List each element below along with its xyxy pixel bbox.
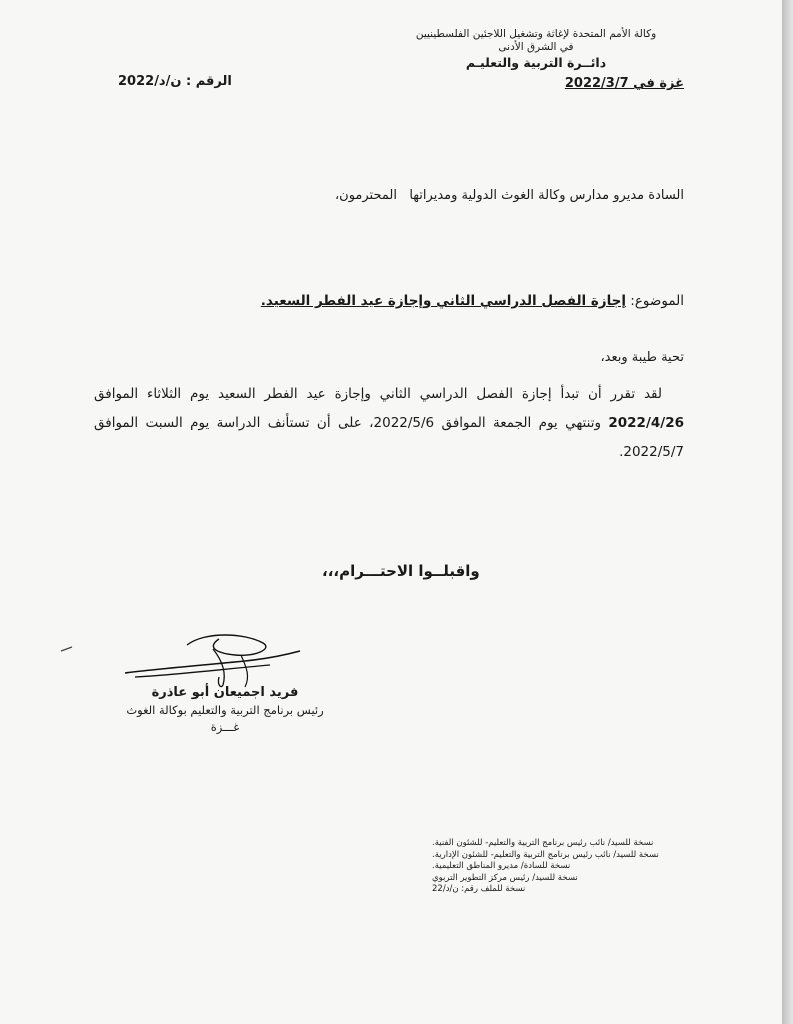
copy-line: نسخة للسادة/ مديرو المناطق التعليمية.	[432, 861, 571, 871]
org-region-line: في الشرق الأدنى	[498, 41, 574, 53]
page-edge-shadow	[782, 0, 793, 1024]
signatory-block	[100, 684, 350, 736]
subject-line	[261, 293, 684, 309]
greeting-line: تحية طيبة وبعد،	[600, 350, 684, 365]
body-part-1: لقد تقرر أن تبدأ إجازة الفصل الدراسي الثاني وإجازة عيد الفطر السعيد يوم الثلاثاء الموافق	[94, 386, 662, 402]
copy-line: نسخة للسيد/ نائب رئيس برنامج التربية والتعليم- للشئون الفنية.	[432, 838, 654, 848]
body-start-date: 2022/4/26	[608, 415, 684, 431]
signatory-name: فريد اجميعان أبو عاذرة	[151, 685, 299, 700]
subject-label: الموضوع:	[626, 293, 684, 309]
addressee-line: السادة مديرو مدارس وكالة الغوث الدولية ومديراتها المحترمون،	[334, 188, 684, 203]
reference-number: الرقم : ن/د/2022	[118, 74, 232, 89]
org-name-line: وكالة الأمم المتحدة لإغاثة وتشغيل اللاجئين الفلسطينيين	[415, 28, 657, 40]
copy-line: نسخة للسيد/ نائب رئيس برنامج التربية والتعليم- للشئون الإدارية.	[432, 849, 659, 860]
copy-line: نسخة للسيد/ رئيس مركز التطوير التربوي	[432, 872, 578, 883]
copies-list	[432, 838, 702, 896]
copy-line: نسخة للملف رقم: ن/د/22	[432, 884, 526, 894]
letterhead-organization	[386, 28, 686, 69]
subject-text: إجازة الفصل الدراسي الثاني وإجازة عيد الفطر السعيد.	[260, 293, 627, 309]
department-name: دائــرة التربية والتعليـم	[465, 55, 607, 70]
stray-mark	[60, 645, 74, 653]
closing-line: واقبلــوا الاحتـــرام،،،	[322, 562, 480, 580]
body-paragraph	[94, 380, 684, 467]
body-part-2: وتنتهي يوم الجمعة الموافق 2022/5/6، على أن تستأنف الدراسة يوم السبت الموافق 2022/5/7.	[94, 415, 684, 460]
signatory-title: رئيس برنامج التربية والتعليم بوكالة الغوث	[126, 703, 324, 717]
signatory-city: غـــزة	[210, 720, 240, 734]
letter-date: غزة في 2022/3/7	[564, 76, 684, 91]
